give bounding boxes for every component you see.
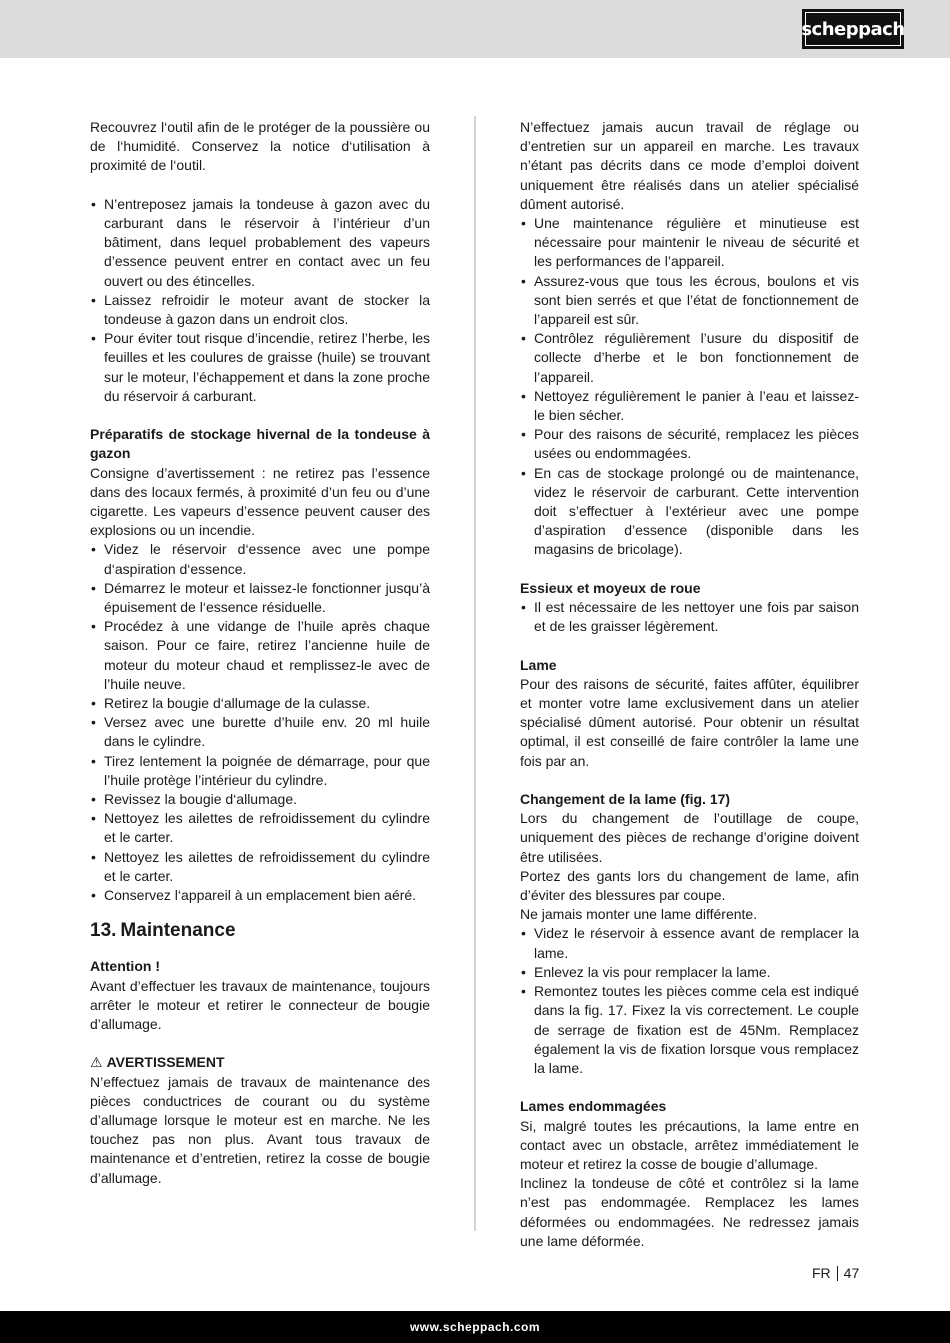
column-divider <box>474 116 476 1231</box>
list-item: • Assurez-vous que tous les écrous, boulons et vis sont bien serrés et que l’état de fonctionnement de l’appareil est sûr. <box>520 272 859 330</box>
list-item: • N’entreposez jamais la tondeuse à gazon avec du carburant dans le réservoir à l’intérieur d’un bâtiment, dans lequel probablement des vapeurs d’essence peuvent entrer en contact avec un feu ouvert ou des étincelles. <box>90 195 430 291</box>
list-item: • Pour des raisons de sécurité, remplacez les pièces usées ou endommagées. <box>520 425 859 463</box>
list-item: • Contrôlez régulièrement l’usure du dispositif de collecte d’herbe et le bon fonctionnement de l’appareil. <box>520 329 859 387</box>
list-item: • Retirez la bougie d‘allumage de la culasse. <box>90 694 430 713</box>
list-item: • Une maintenance régulière et minutieuse est nécessaire pour maintenir le niveau de sécurité et les performances de l’appareil. <box>520 214 859 272</box>
list-item: • Démarrez le moteur et laissez-le fonctionner jusqu’à épuisement de l‘essence résiduelle. <box>90 579 430 617</box>
list-item: • Versez avec une burette d’huile env. 20 ml huile dans le cylindre. <box>90 713 430 751</box>
warning-triangle-icon: ⚠ <box>90 1054 103 1071</box>
blade-change-list <box>520 924 859 1078</box>
axles-heading: Essieux et moyeux de roue <box>520 579 701 596</box>
page-number-value: 47 <box>843 1265 860 1281</box>
warning-paragraph: N’effectuez jamais de travaux de maintenance des pièces conductrices de courant ou du système d’allumage lorsque le moteur est en marche. Ne les touchez pas non plus. Avant tous travaux de maintenance et d’entretien, retirez la cosse de bougie d’allumage. <box>90 1073 430 1186</box>
maintenance-list <box>520 214 859 560</box>
winter-storage-list <box>90 540 430 905</box>
section-title-text: Maintenance <box>120 920 236 942</box>
list-item: • Laissez refroidir le moteur avant de stocker la tondeuse à gazon dans un endroit clos. <box>90 291 430 329</box>
blade-change-paragraph-3: Ne jamais monter une lame différente. <box>520 906 758 923</box>
winter-storage-warning: Consigne d’avertissement : ne retirez pas l’essence dans des locaux fermés, à proximité d’un feu ou d’une cigarette. Les vapeurs d’essence peuvent causer des explosions ou un incendie. <box>90 464 430 539</box>
left-column <box>90 118 430 1188</box>
list-item: • Il est nécessaire de les nettoyer une fois par saison et de les graisser légèrement. <box>520 598 859 636</box>
list-item: • Enlevez la vis pour remplacer la lame. <box>520 963 859 982</box>
list-item: • Revissez la bougie d‘allumage. <box>90 790 430 809</box>
list-item: • Nettoyez régulièrement le panier à l’eau et laissez-le bien sécher. <box>520 387 859 425</box>
brand-logo: scheppach <box>802 9 904 49</box>
damaged-blades-heading: Lames endommagées <box>520 1098 667 1115</box>
list-item: • Nettoyez les ailettes de refroidissement du cylindre et le carter. <box>90 848 430 886</box>
maintenance-intro-paragraph: N’effectuez jamais aucun travail de réglage ou d’entretien sur un appareil en marche. Les travaux n’étant pas décrits dans ce mode d’emploi doivent uniquement être réalisés dans un atelier spécialisé dûment autorisé. <box>520 119 859 212</box>
blade-paragraph: Pour des raisons de sécurité, faites affûter, équilibrer et monter votre lame exclusivement dans un atelier spécialisé dûment autorisé. Pour obtenir un résultat optimal, il est conseillé de faire contrôler la lame une fois par an. <box>520 675 859 769</box>
storage-intro-paragraph: Recouvrez l‘outil afin de le protéger de la poussière ou de l‘humidité. Conservez la notice d‘utilisation à proximité de l‘outil. <box>90 119 430 174</box>
axles-list <box>520 598 859 636</box>
footer-url: www.scheppach.com <box>409 1320 541 1334</box>
blade-change-paragraph-2: Portez des gants lors du changement de lame, afin d’éviter des blessures par coupe. <box>520 867 859 904</box>
footer-bar <box>0 1311 950 1343</box>
list-item: • Pour éviter tout risque d’incendie, retirez l’herbe, les feuilles et les coulures de graisse (huile) se trouvant sur le moteur, l’échappement et dans la zone proche du réservoir á carburant. <box>90 329 430 406</box>
list-item: • Videz le réservoir à essence avant de remplacer la lame. <box>520 924 859 962</box>
list-item: • Tirez lentement la poignée de démarrage, pour que l’huile protège l’intérieur du cylindre. <box>90 752 430 790</box>
page-language: FR <box>812 1265 831 1281</box>
blade-change-heading: Changement de la lame (fig. 17) <box>520 791 731 808</box>
right-column <box>520 118 859 1251</box>
blade-heading: Lame <box>520 656 557 673</box>
list-item: • Videz le réservoir d‘essence avec une pompe d‘aspiration d‘essence. <box>90 540 430 578</box>
list-item: • En cas de stockage prolongé ou de maintenance, videz le réservoir de carburant. Cette intervention doit s’effectuer à l’extérieur avec une pompe d’aspiration d’essence (disponible dans les magasins de bricolage). <box>520 464 859 560</box>
section-number: 13. <box>90 920 117 942</box>
list-item: • Procédez à une vidange de l’huile après chaque saison. Pour ce faire, retirez l’ancienne huile de moteur du moteur chaud et remplissez-le avec de l’huile neuve. <box>90 617 430 694</box>
attention-paragraph: Avant d’effectuer les travaux de maintenance, toujours arrêter le moteur et retirer le connecteur de bougie d’allumage. <box>90 977 430 1032</box>
page-number <box>812 1265 859 1282</box>
section-title <box>90 919 430 943</box>
warning-heading-text: AVERTISSEMENT <box>106 1054 225 1071</box>
winter-storage-heading: Préparatifs de stockage hivernal de la tondeuse à gazon <box>90 426 430 462</box>
damaged-blades-paragraph-2: Inclinez la tondeuse de côté et contrôlez si la lame n’est pas endommagée. Remplacez les lames déformées ou endommagées. Ne redressez jamais une lame déformée. <box>520 1175 859 1249</box>
warning-heading <box>90 1053 430 1072</box>
list-item: • Nettoyez les ailettes de refroidissement du cylindre et le carter. <box>90 809 430 847</box>
storage-list <box>90 195 430 406</box>
damaged-blades-paragraph-1: Si, malgré toutes les précautions, la lame entre en contact avec un obstacle, arrêtez immédiatement le moteur et retirez la cosse de bougie d’allumage. <box>520 1117 859 1172</box>
attention-heading: Attention ! <box>90 958 160 975</box>
list-item: • Conservez l‘appareil à un emplacement bien aéré. <box>90 886 430 905</box>
list-item: • Remontez toutes les pièces comme cela est indiqué dans la fig. 17. Fixez la vis correctement. Le couple de serrage de fixation est de 45Nm. Remplacez également la vis de fixation lorsque vous remplacez la lame. <box>520 982 859 1078</box>
blade-change-paragraph-1: Lors du changement de l’outillage de coupe, uniquement des pièces de rechange d’origine doivent être utilisées. <box>520 810 859 865</box>
page-number-separator <box>837 1266 838 1281</box>
